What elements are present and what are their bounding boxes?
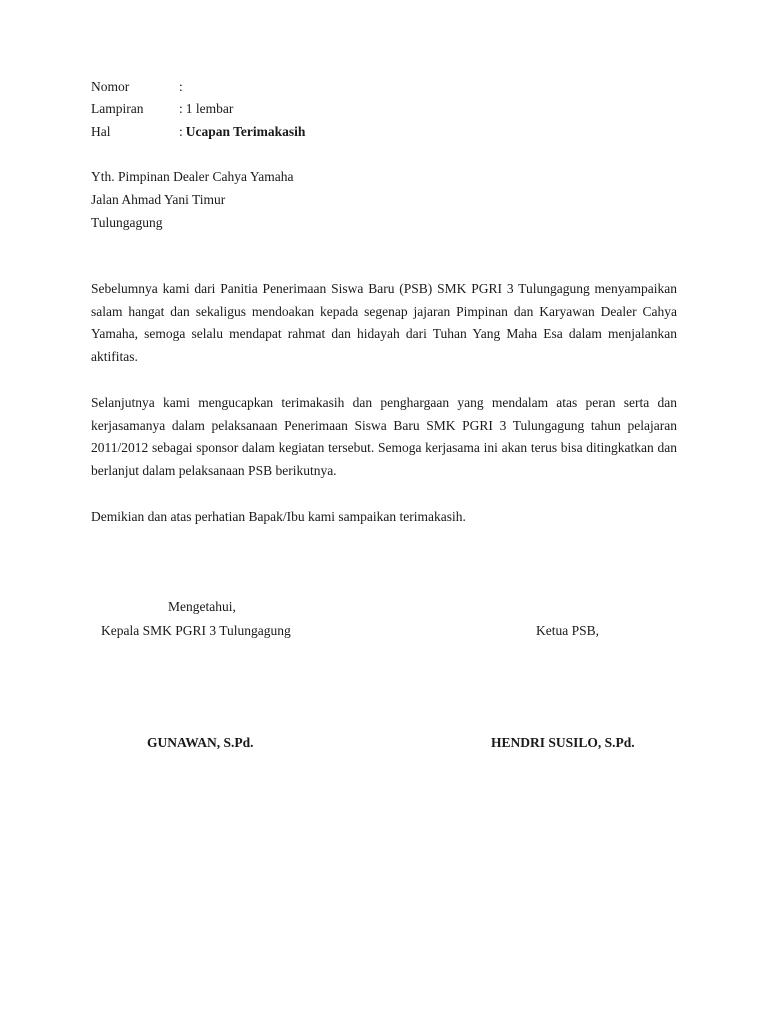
nomor-row: [91, 77, 186, 97]
nomor-colon: :: [179, 79, 183, 94]
body-paragraph-2: Selanjutnya kami mengucapkan terimakasih dan penghargaan yang mendalam atas peran serta dan kerjasamanya dalam pelaksanaan Penerimaan Siswa Baru SMK PGRI 3 Tulungagung tahun pelajaran 2011/2012 sebagai sponsor dalam kegiatan tersebut. Semoga kerjasama ini akan terus bisa ditingkatkan dan berlanjut dalam pelaksanaan PSB berikutnya.: [91, 395, 677, 479]
lampiran-label: Lampiran: [91, 101, 144, 116]
hal-label: Hal: [91, 124, 111, 139]
lampiran-value: 1 lembar: [185, 101, 234, 116]
recipient-line-1: Yth. Pimpinan Dealer Cahya Yamaha: [91, 169, 294, 184]
hal-row: [91, 122, 305, 142]
signature-left-title: Kepala SMK PGRI 3 Tulungagung: [101, 623, 291, 638]
signature-right-name: HENDRI SUSILO, S.Pd.: [491, 735, 635, 750]
lampiran-row: [91, 99, 233, 119]
body-paragraph-1: Sebelumnya kami dari Panitia Penerimaan Siswa Baru (PSB) SMK PGRI 3 Tulungagung menyampaikan salam hangat dan sekaligus mendoakan kepada segenap jajaran Pimpinan dan Karyawan Dealer Cahya Yamaha, semoga selalu mendapat rahmat dan hidayah dari Tuhan Yang Maha Esa dalam menjalankan aktifitas.: [91, 281, 677, 365]
signature-left-name: GUNAWAN, S.Pd.: [147, 735, 254, 750]
recipient-line-2: Jalan Ahmad Yani Timur: [91, 192, 226, 207]
hal-colon: :: [179, 124, 183, 139]
nomor-label: Nomor: [91, 79, 130, 94]
signature-right-title: Ketua PSB,: [536, 623, 600, 638]
body-paragraph-3: Demikian dan atas perhatian Bapak/Ibu kami sampaikan terimakasih.: [91, 509, 466, 524]
recipient-line-3: Tulungagung: [91, 215, 163, 230]
hal-value: Ucapan Terimakasih: [185, 124, 306, 139]
lampiran-colon: :: [179, 101, 183, 116]
signature-left-intro: Mengetahui,: [168, 599, 236, 614]
